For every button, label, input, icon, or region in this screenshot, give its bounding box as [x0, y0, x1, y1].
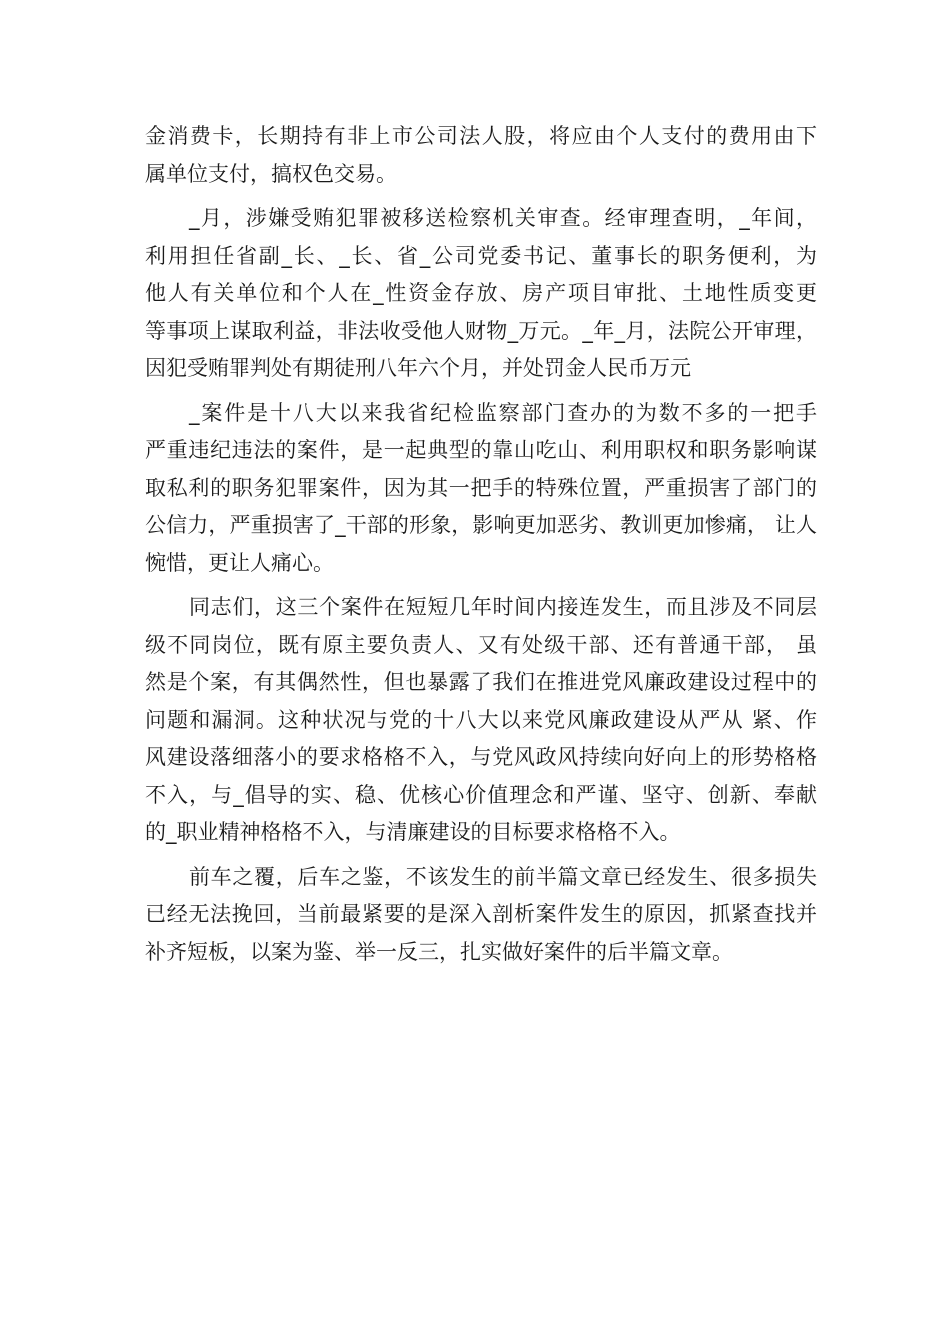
paragraph [145, 200, 817, 388]
text-line: _案件是十八大以来我省纪检监察部门查办的为数不多的一把手 [189, 400, 817, 425]
paragraph [145, 118, 817, 193]
text-line: 因犯受贿罪判处有期徒刑八年六个月，并处罚金人民币万元 [145, 356, 691, 380]
text-line: 取私利的职务犯罪案件，因为其一把手的特殊位置，严重损害了部门的 [145, 475, 817, 500]
text-line: 同志们，这三个案件在短短几年时间内接连发生，而且涉及不同层 [189, 595, 817, 619]
text-line: 风建设落细落小的要求格格不入，与党风政风持续向好向上的形势格格 [145, 745, 817, 769]
text-line: 然是个案，有其偶然性，但也暴露了我们在推进党风廉政建设过程中的 [145, 670, 817, 694]
text-line: 的_职业精神格格不入，与清廉建设的目标要求格格不入。 [145, 820, 681, 844]
body-text [145, 118, 817, 971]
text-line: 前车之覆，后车之鉴，不该发生的前半篇文章已经发生、很多损失 [189, 864, 817, 889]
text-line: 不入，与_倡导的实、稳、优核心价值理念和严谨、坚守、创新、奉献 [145, 782, 817, 807]
text-line: 金消费卡，长期持有非上市公司法人股，将应由个人支付的费用由下 [145, 124, 817, 148]
text-line: 公信力，严重损害了_干部的形象，影响更加恶劣、教训更加惨痛， 让人 [145, 513, 817, 537]
text-line: 利用担任省副_长、_长、省_公司党委书记、董事长的职务便利，为 [145, 243, 817, 268]
paragraph [145, 589, 817, 852]
text-line: 严重违纪违法的案件，是一起典型的靠山吃山、利用职权和职务影响谋 [145, 438, 817, 462]
text-line: 属单位支付，搞权色交易。 [145, 161, 397, 186]
text-line: 惋惜，更让人痛心。 [145, 550, 334, 575]
paragraph [145, 395, 817, 583]
text-line: 补齐短板，以案为鉴、举一反三，扎实做好案件的后半篇文章。 [145, 939, 733, 964]
text-line: 他人有关单位和个人在_性资金存放、房产项目审批、土地性质变更 [145, 281, 817, 305]
text-line: _月，涉嫌受贿犯罪被移送检察机关审查。经审理查明，_年间， [189, 206, 817, 230]
text-line: 级不同岗位，既有原主要负责人、又有处级干部、还有普通干部， 虽 [145, 632, 817, 657]
text-line: 问题和漏洞。这种状况与党的十八大以来党风廉政建设从严从 紧、作 [145, 707, 817, 732]
paragraph [145, 859, 817, 972]
text-line: 已经无法挽回，当前最紧要的是深入剖析案件发生的原因，抓紧查找并 [145, 902, 817, 926]
text-line: 等事项上谋取利益，非法收受他人财物_万元。_年_月，法院公开审理， [145, 318, 817, 343]
